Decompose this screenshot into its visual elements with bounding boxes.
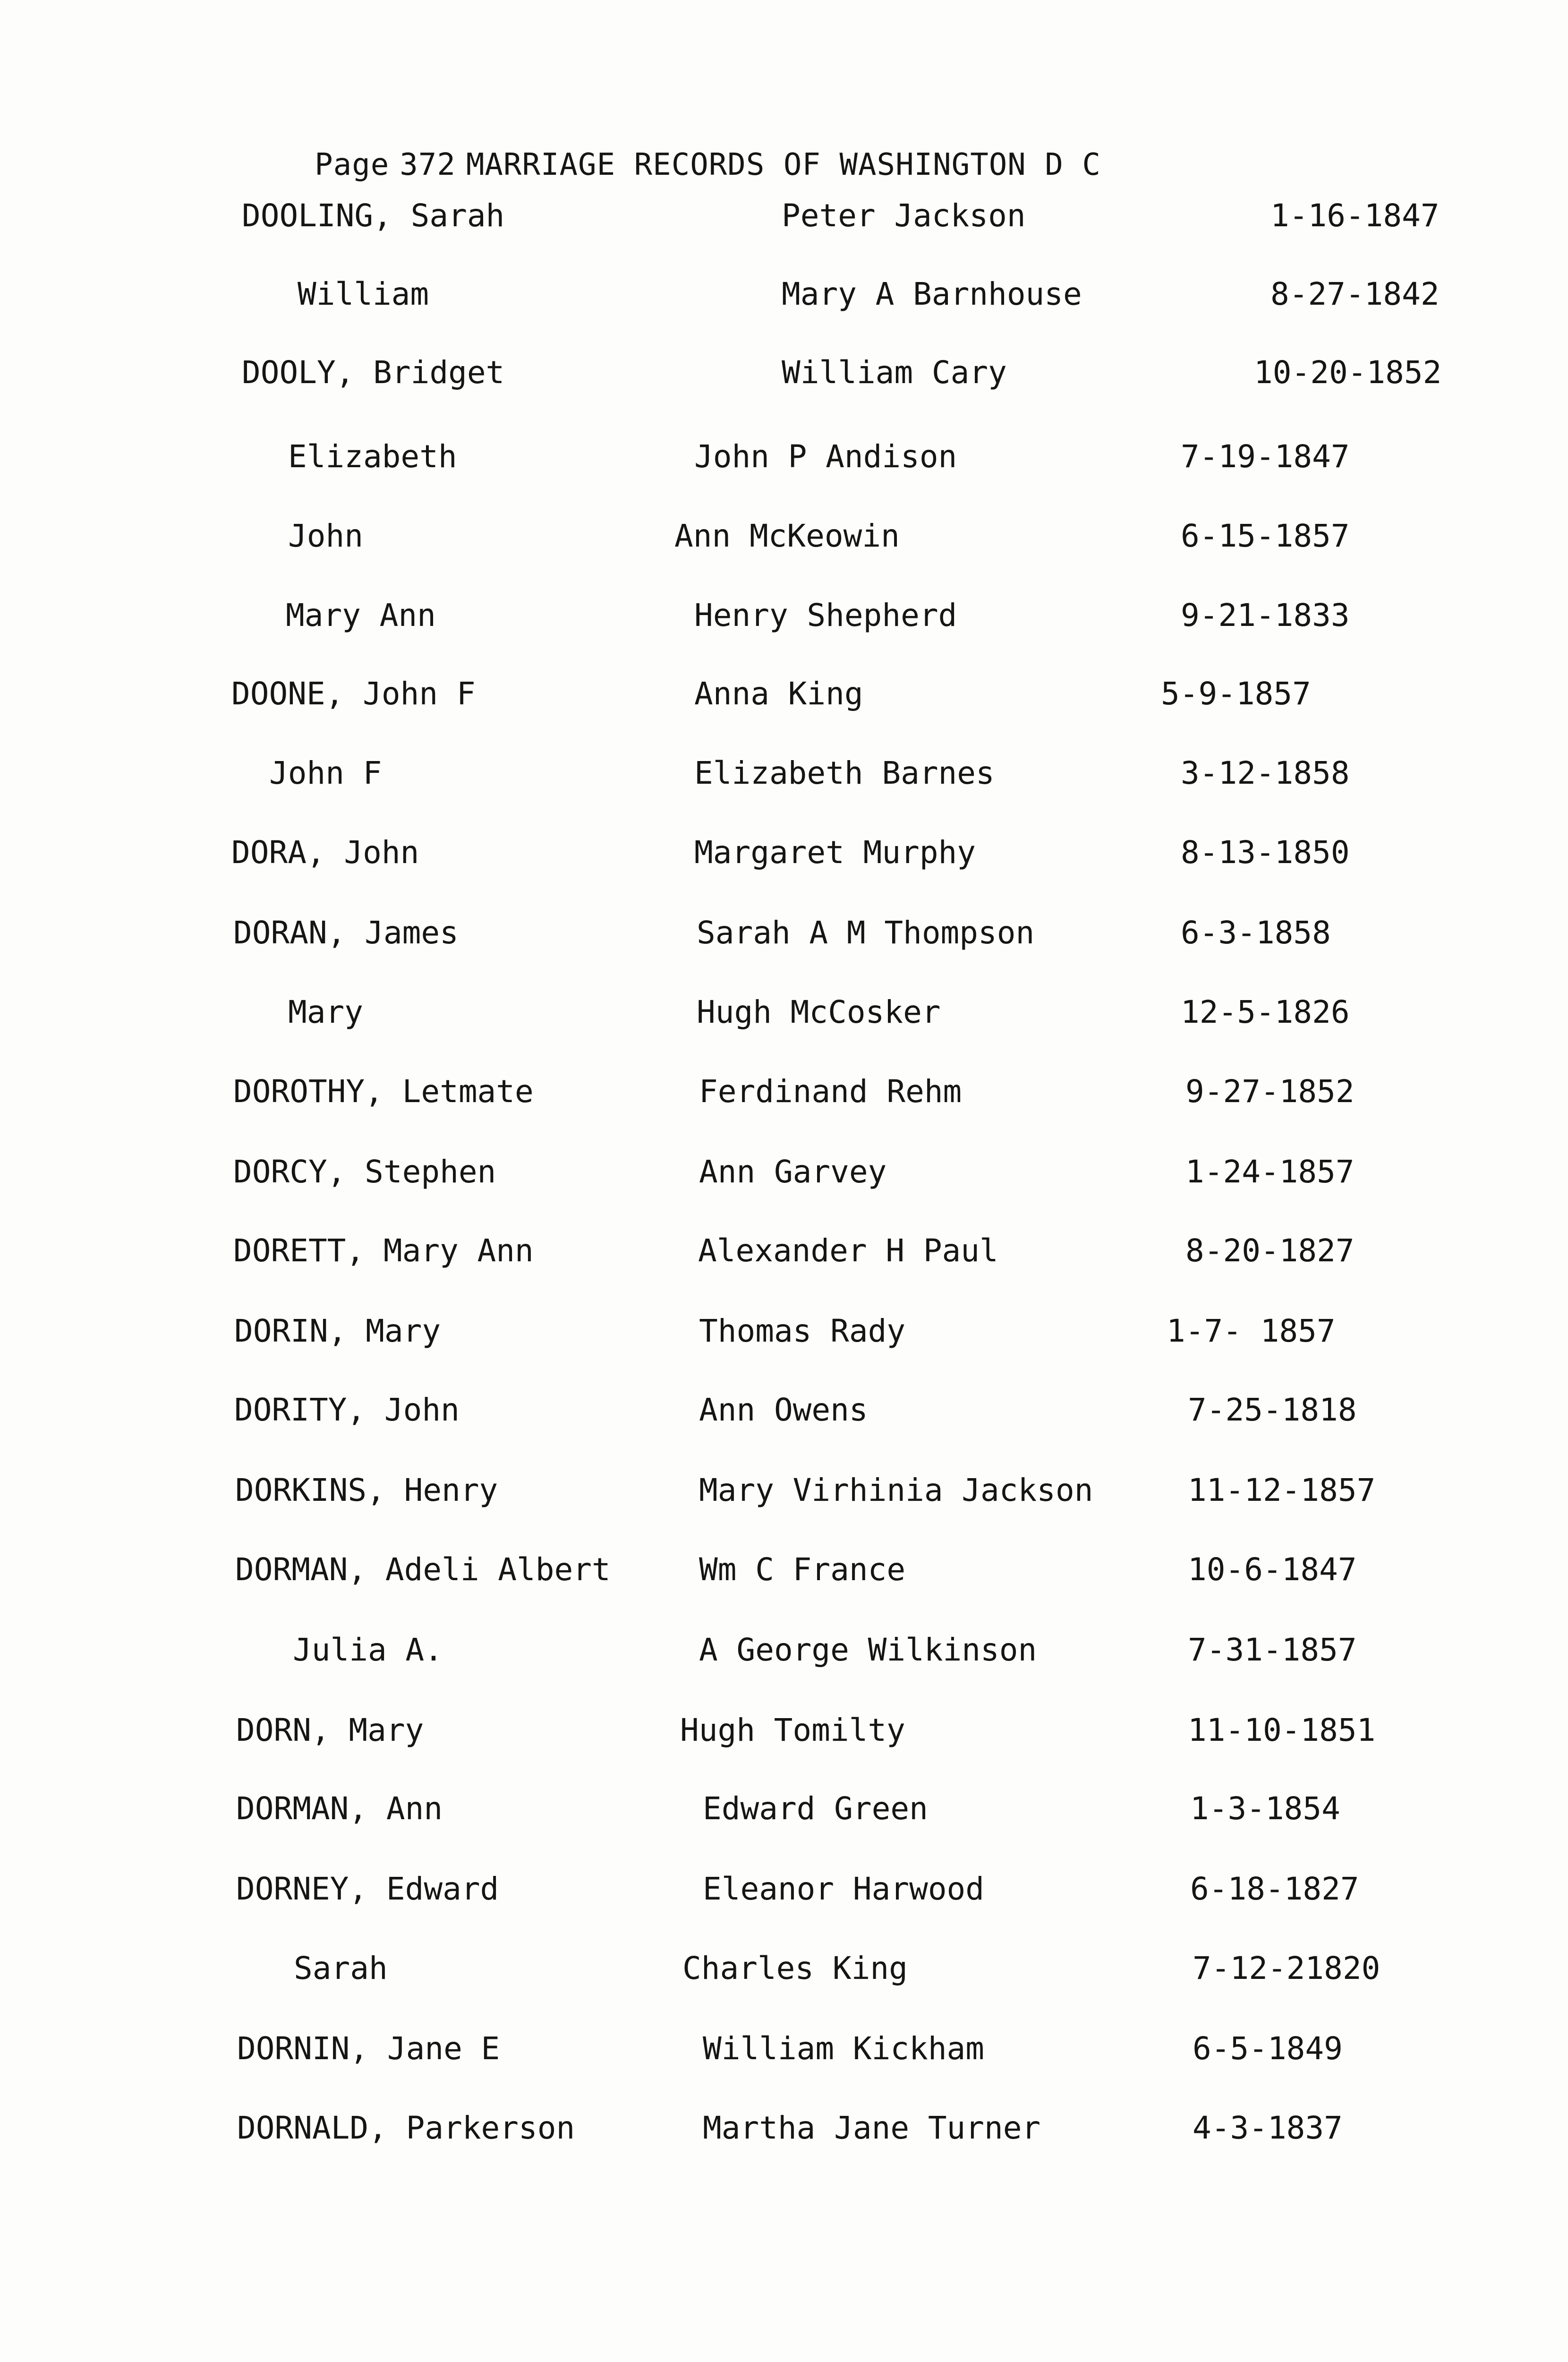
record-row <box>0 1310 1568 1352</box>
record-row <box>0 1469 1568 1512</box>
record-row <box>0 1549 1568 1591</box>
spouse-name: Mary Virhinia Jackson <box>699 1472 1093 1508</box>
person-name: DOONE, John F <box>231 676 476 712</box>
spouse-name: William Cary <box>782 354 1007 391</box>
record-row <box>0 2028 1568 2070</box>
person-name: Julia A. <box>293 1632 443 1668</box>
spouse-name: Alexander H Paul <box>698 1232 998 1269</box>
person-name: DORIN, Mary <box>234 1313 441 1349</box>
spouse-name: Ann Owens <box>699 1392 868 1428</box>
spouse-name: Edward Green <box>703 1790 928 1827</box>
person-name: John F <box>269 755 382 791</box>
record-row <box>0 2107 1568 2149</box>
record-row <box>0 1788 1568 1830</box>
person-name: DORETT, Mary Ann <box>233 1232 534 1269</box>
marriage-date: 1-16-1847 <box>1270 197 1440 234</box>
record-row <box>0 991 1568 1034</box>
record-row <box>0 1947 1568 1990</box>
marriage-date: 1-7- 1857 <box>1167 1313 1336 1349</box>
page-title: MARRIAGE RECORDS OF WASHINGTON D C <box>466 147 1101 182</box>
page-number: 372 <box>400 147 456 182</box>
person-name: DOOLING, Sarah <box>242 197 505 234</box>
spouse-name: Elizabeth Barnes <box>694 755 995 791</box>
person-name: Sarah <box>294 1950 388 1986</box>
spouse-name: Thomas Rady <box>699 1313 906 1349</box>
marriage-date: 6-15-1857 <box>1181 518 1350 554</box>
marriage-date: 6-3-1858 <box>1181 915 1331 951</box>
spouse-name: Margaret Murphy <box>694 834 976 871</box>
marriage-date: 4-3-1837 <box>1193 2110 1343 2146</box>
person-name: Mary <box>288 994 363 1030</box>
person-name: DORN, Mary <box>236 1712 424 1748</box>
record-row <box>0 1151 1568 1193</box>
record-row <box>0 195 1568 237</box>
marriage-date: 8-20-1827 <box>1185 1232 1355 1269</box>
spouse-name: Martha Jane Turner <box>703 2110 1041 2146</box>
person-name: DORKINS, Henry <box>235 1472 498 1508</box>
spouse-name: Sarah A M Thompson <box>697 915 1035 951</box>
person-name: DORAN, James <box>233 915 459 951</box>
marriage-date: 7-25-1818 <box>1188 1392 1357 1428</box>
record-row <box>0 1868 1568 1910</box>
marriage-date: 8-13-1850 <box>1181 834 1350 871</box>
marriage-date: 9-27-1852 <box>1185 1073 1355 1110</box>
person-name: Elizabeth <box>288 438 457 475</box>
person-name: DORNIN, Jane E <box>237 2030 500 2067</box>
marriage-date: 6-18-1827 <box>1190 1871 1359 1907</box>
record-row <box>0 594 1568 637</box>
record-row <box>0 436 1568 478</box>
record-row <box>0 1709 1568 1752</box>
marriage-date: 9-21-1833 <box>1181 597 1350 633</box>
person-name: John <box>288 518 363 554</box>
marriage-date: 11-10-1851 <box>1188 1712 1376 1748</box>
spouse-name: Anna King <box>694 676 863 712</box>
spouse-name: Ferdinand Rehm <box>699 1073 962 1110</box>
person-name: Mary Ann <box>286 597 436 633</box>
record-row <box>0 673 1568 715</box>
record-row <box>0 515 1568 557</box>
marriage-date: 12-5-1826 <box>1181 994 1350 1030</box>
spouse-name: Charles King <box>682 1950 908 1986</box>
spouse-name: Mary A Barnhouse <box>782 276 1082 312</box>
page-label: Page <box>315 147 390 182</box>
spouse-name: William Kickham <box>703 2030 985 2067</box>
record-row <box>0 273 1568 316</box>
record-row <box>0 752 1568 795</box>
marriage-date: 1-24-1857 <box>1185 1154 1355 1190</box>
record-row <box>0 831 1568 874</box>
person-name: DOROTHY, Letmate <box>233 1073 534 1110</box>
person-name: DORNEY, Edward <box>236 1871 499 1907</box>
person-name: DORMAN, Adeli Albert <box>235 1551 611 1588</box>
record-row <box>0 1070 1568 1113</box>
spouse-name: Hugh Tomilty <box>680 1712 905 1748</box>
spouse-name: A George Wilkinson <box>699 1632 1037 1668</box>
person-name: DORA, John <box>231 834 419 871</box>
spouse-name: Ann Garvey <box>699 1154 887 1190</box>
person-name: DORITY, John <box>234 1392 460 1428</box>
marriage-date: 7-12-21820 <box>1193 1950 1381 1986</box>
spouse-name: John P Andison <box>694 438 957 475</box>
marriage-date: 10-6-1847 <box>1188 1551 1357 1588</box>
person-name: DORMAN, Ann <box>236 1790 443 1827</box>
marriage-date: 11-12-1857 <box>1188 1472 1376 1508</box>
person-name: DORNALD, Parkerson <box>237 2110 575 2146</box>
person-name: DOOLY, Bridget <box>242 354 505 391</box>
spouse-name: Eleanor Harwood <box>703 1871 985 1907</box>
spouse-name: Ann McKeowin <box>674 518 900 554</box>
record-row <box>0 1230 1568 1272</box>
record-row <box>0 1629 1568 1671</box>
marriage-date: 7-19-1847 <box>1181 438 1350 475</box>
marriage-date: 5-9-1857 <box>1161 676 1311 712</box>
marriage-date: 6-5-1849 <box>1193 2030 1343 2067</box>
record-row <box>0 1389 1568 1431</box>
marriage-date: 1-3-1854 <box>1190 1790 1340 1827</box>
marriage-date: 7-31-1857 <box>1188 1632 1357 1668</box>
marriage-date: 10-20-1852 <box>1254 354 1442 391</box>
spouse-name: Henry Shepherd <box>694 597 957 633</box>
spouse-name: Hugh McCosker <box>697 994 941 1030</box>
person-name: DORCY, Stephen <box>233 1154 496 1190</box>
spouse-name: Peter Jackson <box>782 197 1026 234</box>
record-row <box>0 912 1568 954</box>
person-name: William <box>298 276 429 312</box>
record-row <box>0 351 1568 394</box>
marriage-date: 8-27-1842 <box>1270 276 1440 312</box>
spouse-name: Wm C France <box>699 1551 906 1588</box>
marriage-date: 3-12-1858 <box>1181 755 1350 791</box>
